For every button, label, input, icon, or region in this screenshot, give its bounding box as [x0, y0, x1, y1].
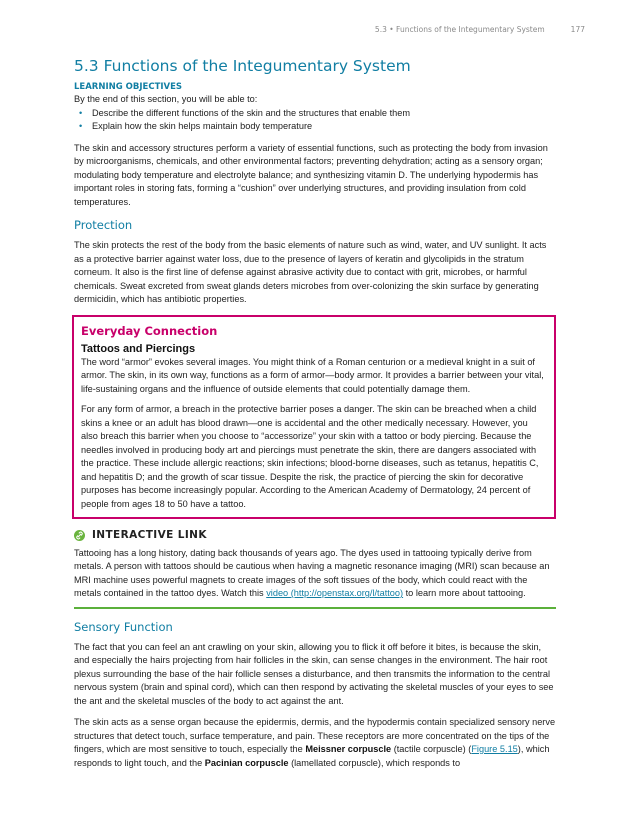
section-title: 5.3 Functions of the Integumentary System: [74, 57, 411, 75]
objectives-intro: By the end of this section, you will be able to:: [74, 94, 258, 104]
pacinian-term: Pacinian corpuscle: [204, 757, 289, 768]
feature-paragraph: For any form of armor, a breach in the protective barrier poses a danger. The skin can be breached when a child skins a knee or an adult has blood drawn—one is accidental and the other medically necessary. However, you also breach this barrier when you choose to “accessorize” your skin with a tattoo or body piercing. Because the needles involved in producing body art and piercings must penetrate the skin, there are dangers associated with the practice. These include allergic reactions; skin infections; blood-borne diseases, such as tetanus, hepatitis C, and hepatitis D; and the growth of scar tissue. Despite the risk, the practice of piercing the skin for decorative purposes has become increasingly popular. According to the American Academy of Dermatology, 24 percent of people from ages 18 to 50 have a tattoo.: [81, 404, 539, 509]
interactive-text: Tattooing has a long history, dating back thousands of years ago. The dyes used in tattooing typically derive from metals. A person with tattoos should be cautious when having a magnetic resonance imaging (MRI) scan because an MRI machine uses powerful magnets to create images of the soft tissues of the body, which could react with the metals contained in the tattoo dyes. Watch this: [74, 547, 550, 598]
protection-paragraph: The skin protects the rest of the body from the basic elements of nature such as wind, water, and UV sunlight. It acts as a protective barrier against water loss, due to the presence of layers of keratin and glycolipids in the stratum corneum. It also is the first line of defense against abrasive activity due to contact with grit, microbes, or harmful chemicals. Sweat excreted from sweat glands deters microbes from over-colonizing the skin surface by generating dermicidin, which has antibiotic properties.: [74, 240, 547, 304]
video-link[interactable]: video (http://openstax.org/l/tattoo): [266, 588, 404, 598]
objectives-list: [74, 107, 556, 134]
link-icon: [74, 530, 85, 541]
interactive-link-paragraph: [74, 547, 556, 601]
sensory-text: (lamellated corpuscle), which responds to: [288, 757, 461, 768]
page-content: [74, 56, 556, 778]
sensory-paragraph-2: [74, 716, 556, 770]
meissner-term: Meissner corpuscle: [305, 744, 392, 754]
sensory-text: The skin acts as a sense organ because the epidermis, dermis, and the hypodermis contain specialized sensory nerve structures that detect touch, surface temperature, and pain. These receptors are more concentrated on the tips of the fingers, which are most sensitive to touch, especially the: [74, 717, 556, 754]
learning-objectives-title: LEARNING OBJECTIVES: [74, 82, 183, 92]
interactive-link-box: [74, 529, 556, 609]
feature-title: Tattoos and Piercings: [81, 342, 196, 355]
everyday-connection-label: Everyday Connection: [81, 323, 218, 338]
sensory-text: (tactile corpuscle) (: [391, 744, 472, 754]
sensory-text: ), which responds to light touch, and the: [74, 744, 550, 768]
interactive-text-end: to learn more about tattooing.: [403, 588, 526, 598]
running-head-title: 5.3 • Functions of the Integumentary System: [374, 25, 545, 34]
objective-item: • Describe the different functions of the skin and the structures that enable them: [74, 107, 556, 121]
intro-paragraph: The skin and accessory structures perform a variety of essential functions, such as protecting the body from invasion by microorganisms, chemicals, and other environmental factors; preventing dehydration; acting as a sensory organ; modulating body temperature and electrolyte balance; and synthesizing vitamin D. The underlying hypodermis has important roles in storing fats, forming a “cushion” over underlying structures, and providing insulation from cold temperatures.: [74, 142, 548, 207]
page-number: 177: [570, 25, 585, 34]
feature-paragraph: The word “armor” evokes several images. You might think of a Roman centurion or a medieval knight in a suit of armor. The skin, in its own way, functions as a form of armor—body armor. It provides a barrier between your vital, life-sustaining organs and the influence of outside elements that could potentially damage them.: [81, 356, 544, 394]
figure-link[interactable]: Figure 5.15: [471, 744, 518, 754]
interactive-link-header: [74, 529, 556, 543]
running-head: [375, 25, 585, 34]
objective-item: • Explain how the skin helps maintain body temperature: [74, 120, 556, 134]
everyday-connection-box: [72, 315, 556, 520]
interactive-link-label: INTERACTIVE LINK: [92, 529, 207, 541]
sensory-paragraph: The fact that you can feel an ant crawling on your skin, allowing you to flick it off before it bites, is because the skin, and especially the hairs projecting from hair follicles in the skin, can sense changes in the environment. The hair root plexus surrounding the base of the hair follicle senses a disturbance, and then transmits the information to the central nervous system (brain and spinal cord), which can then respond by activating the skeletal muscles of your eyes to see the ant and the skeletal muscles of the body to act against the ant.: [74, 641, 554, 706]
sensory-heading: Sensory Function: [74, 619, 173, 634]
protection-heading: Protection: [74, 218, 133, 232]
